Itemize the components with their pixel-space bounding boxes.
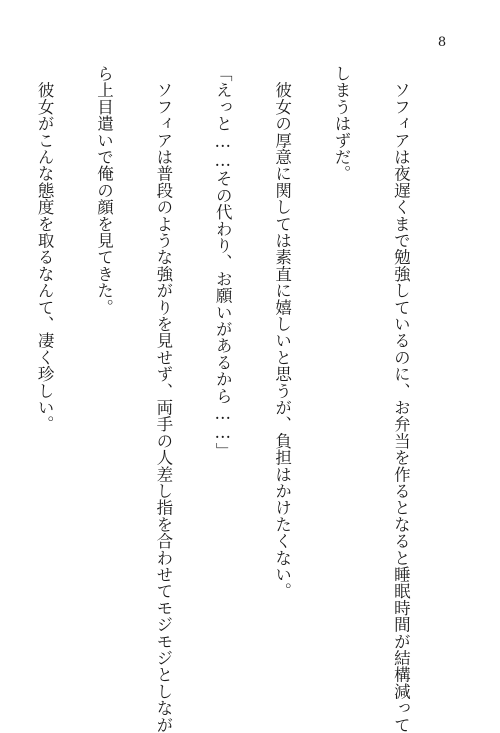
text-line: しまうはずだ。: [332, 65, 352, 182]
text-line: 彼女がこんな態度を取るなんて、凄く珍しい。: [35, 65, 55, 433]
page-number: 8: [437, 35, 447, 50]
body-text: [35, 65, 450, 733]
text-line: ソフィアは夜遅くまで勉強しているのに、お弁当を作るとなると睡眠時間が結構減って: [391, 65, 411, 733]
text-line: 「えっと……その代わり、お願いがあるから……」: [213, 65, 233, 460]
text-line: 彼女の厚意に関しては素直に嬉しいと思うが、負担はかけたくない。: [272, 65, 292, 600]
text-line: ら上目遣いで俺の顔を見てきた。: [94, 65, 114, 316]
text-line: ソフィアは普段のような強がりを見せず、両手の人差し指を合わせてモジモジとしなが: [153, 65, 173, 733]
